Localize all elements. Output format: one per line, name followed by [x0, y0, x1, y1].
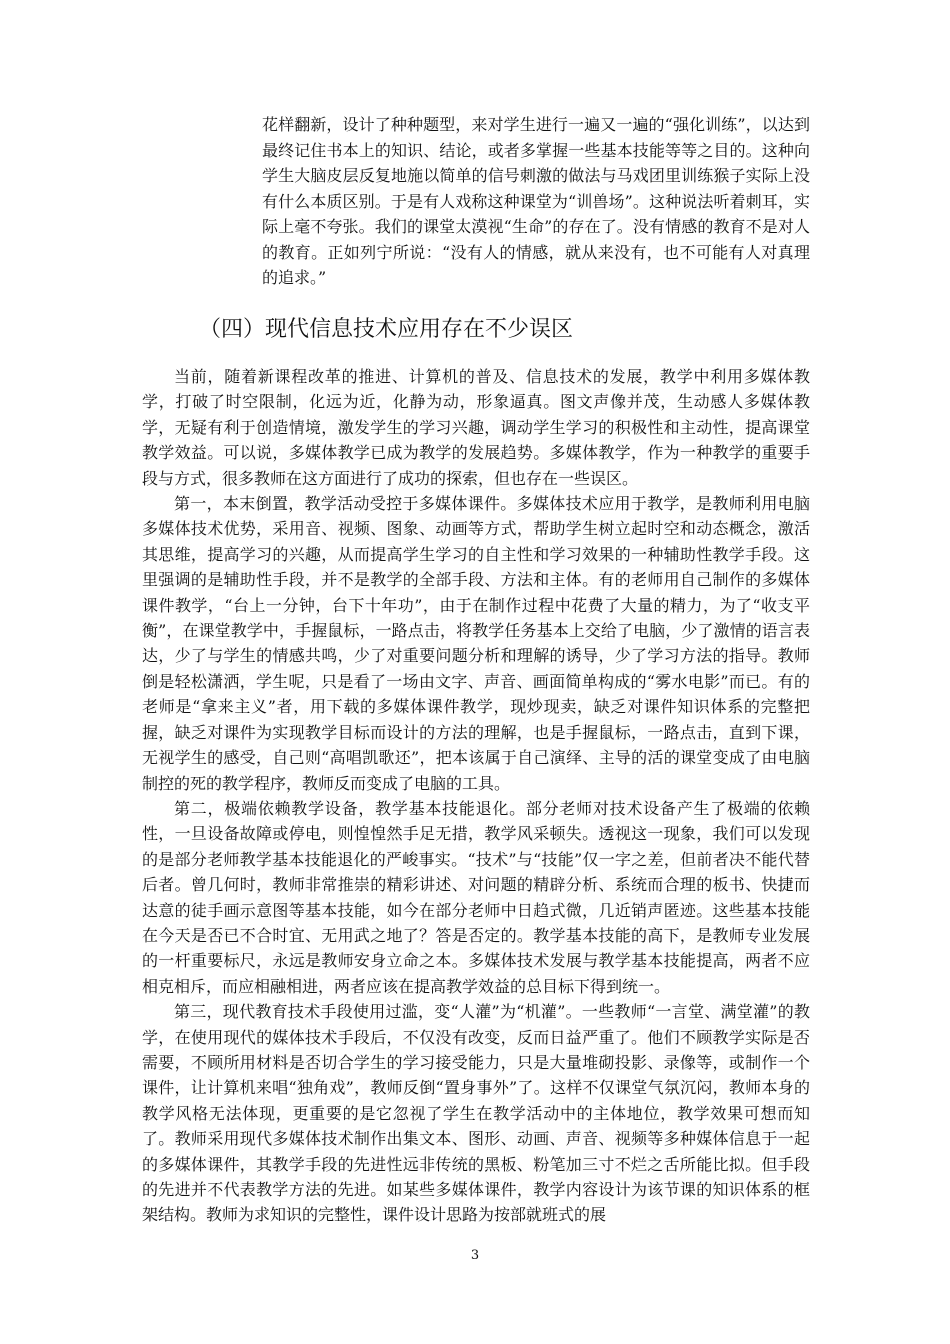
paragraph-intro: 当前，随着新课程改革的推进、计算机的普及、信息技术的发展，教学中利用多媒体教学，打破了时空限制，化远为近，化静为动，形象逼真。图文声像并茂，生动感人多媒体教学，无疑有利于创造情境，激发学生的学习兴趣，调动学生学习的积极性和主动性，提高课堂教学效益。可以说，多媒体教学已成为教学的发展趋势。多媒体教学，作为一种教学的重要手段与方式，很多教师在这方面进行了成功的探索，但也存在一些误区。 [142, 367, 810, 488]
section-heading: （四）现代信息技术应用存在不少误区 [199, 317, 574, 342]
paragraph-third-point: 第三，现代教育技术手段使用过滥，变“人灌”为“机灌”。一些教师“一言堂、满堂灌”的教学，在使用现代的媒体技术手段后，不仅没有改变，反而日益严重了。他们不顾教学实际是否需要，不顾所用材料是否切合学生的学习接受能力，只是大量堆砌投影、录像等，或制作一个课件，让计算机来唱“独角戏”，教师反倒“置身事外”了。这样不仅课堂气氛沉闷，教师本身的教学风格无法体现，更重要的是它忽视了学生在教学活动中的主体地位，教学效果可想而知了。教师采用现代多媒体技术制作出集文本、图形、动画、声音、视频等多种媒体信息于一起的多媒体课件，其教学手段的先进性远非传统的黑板、粉笔加三寸不烂之舌所能比拟。但手段的先进并不代表教学方法的先进。如某些多媒体课件，教学内容设计为该节课的知识体系的框架结构。教师为求知识的完整性，课件设计思路为按部就班式的展 [142, 1002, 810, 1225]
block-quote: 花样翻新，设计了种种题型，来对学生进行一遍又一遍的“强化训练”，以达到最终记住书本上的知识、结论，或者多掌握一些基本技能等等之目的。这种向学生大脑皮层反复地施以简单的信号刺激的做法与马戏团里训练猴子实际上没有什么本质区别。于是有人戏称这种课堂为“训兽场”。这种说法听着刺耳，实际上毫不夸张。我们的课堂太漠视“生命”的存在了。没有情感的教育不是对人的教育。正如列宁所说：“没有人的情感，就从来没有，也不可能有人对真理的追求。” [262, 115, 810, 287]
paragraph-first-point: 第一，本末倒置，教学活动受控于多媒体课件。多媒体技术应用于教学，是教师利用电脑多媒体技术优势，采用音、视频、图象、动画等方式，帮助学生树立起时空和动态概念，激活其思维，提高学习的兴趣，从而提高学生学习的自主性和学习效果的一种辅助性教学手段。这里强调的是辅助性手段，并不是教学的全部手段、方法和主体。有的老师用自己制作的多媒体课件教学，“台上一分钟，台下十年功”，由于在制作过程中花费了大量的精力，为了“收支平衡”，在课堂教学中，手握鼠标，一路点击，将教学任务基本上交给了电脑，少了激情的语言表达，少了与学生的情感共鸣，少了对重要问题分析和理解的诱导，少了学习方法的指导。教师倒是轻松潇洒，学生呢，只是看了一场由文字、声音、画面简单构成的“雾水电影”而已。有的老师是“拿来主义”者，用下载的多媒体课件教学，现炒现卖，缺乏对课件知识体系的完整把握，缺乏对课件为实现教学目标而设计的方法的理解，也是手握鼠标，一路点击，直到下课，无视学生的感受，自己则“高唱凯歌还”，把本该属于自己演绎、主导的活的课堂变成了由电脑制控的死的教学程序，教师反而变成了电脑的工具。 [142, 494, 810, 793]
body-text [142, 364, 810, 1228]
page-number: 3 [470, 1248, 480, 1263]
paragraph-second-point: 第二，极端依赖教学设备，教学基本技能退化。部分老师对技术设备产生了极端的依赖性，一旦设备故障或停电，则惶惶然手足无措，教学风采顿失。透视这一现象，我们可以发现的是部分老师教学基本技能退化的严峻事实。“技术”与“技能”仅一字之差，但前者决不能代替后者。曾几何时，教师非常推崇的精彩讲述、对问题的精辟分析、系统而合理的板书、快捷而达意的徒手画示意图等基本技能，如今在部分老师中日趋式微，几近销声匿迹。这些基本技能在今天是否已不合时宜、无用武之地了？答是否定的。教学基本技能的高下，是教师专业发展的一杆重要标尺，永远是教师安身立命之本。多媒体技术发展与教学基本技能提高，两者不应相克相斥，而应相融相进，两者应该在提高教学效益的总目标下得到统一。 [142, 798, 810, 996]
